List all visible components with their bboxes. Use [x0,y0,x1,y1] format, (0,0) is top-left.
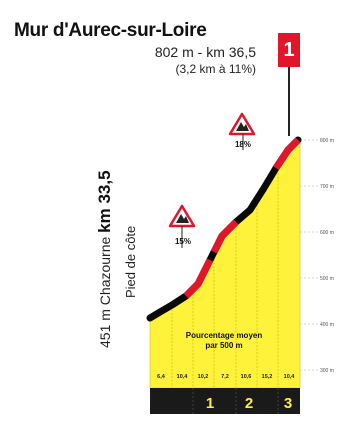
segment-percent: 6,4 [157,374,165,380]
summit-altitude-km: 802 m - km 36,5 [154,44,256,60]
km-marker: 2 [244,395,254,412]
climb-title: Mur d'Aurec-sur-Loire [14,20,207,41]
altitude-tick: 800 m [320,138,334,144]
climb-stats: (3,2 km à 11%) [175,62,256,76]
altitude-guides [300,140,318,370]
gradient-label-1: 15% [174,237,192,246]
segment-percent: 10,6 [240,374,252,380]
segment-percent: 10,4 [176,374,188,380]
base-km: km 33,5 [95,170,114,233]
segment-percent: 15,2 [261,374,273,380]
altitude-tick: 500 m [320,276,334,282]
segment-percent: 7,2 [221,374,229,380]
km-marker: 3 [283,395,293,412]
km-marker: 1 [205,395,215,412]
base-altitude-place: 451 m Chazourne [97,236,113,348]
altitude-axis [320,138,334,374]
gradient-label-2: 18% [234,140,252,149]
category-flag-icon: 1 [278,33,300,67]
altitude-tick: 700 m [320,184,334,190]
profile-area [150,140,300,388]
legend-line-1: Pourcentage moyen [185,331,263,340]
legend-line-2: par 500 m [205,341,243,350]
foot-label: Pied de côte [123,225,138,298]
segment-percent: 10,4 [283,374,295,380]
altitude-tick: 400 m [320,322,334,328]
altitude-tick: 300 m [320,368,334,374]
altitude-tick: 600 m [320,230,334,236]
segment-percent: 10,2 [197,374,209,380]
km-band [150,388,300,414]
